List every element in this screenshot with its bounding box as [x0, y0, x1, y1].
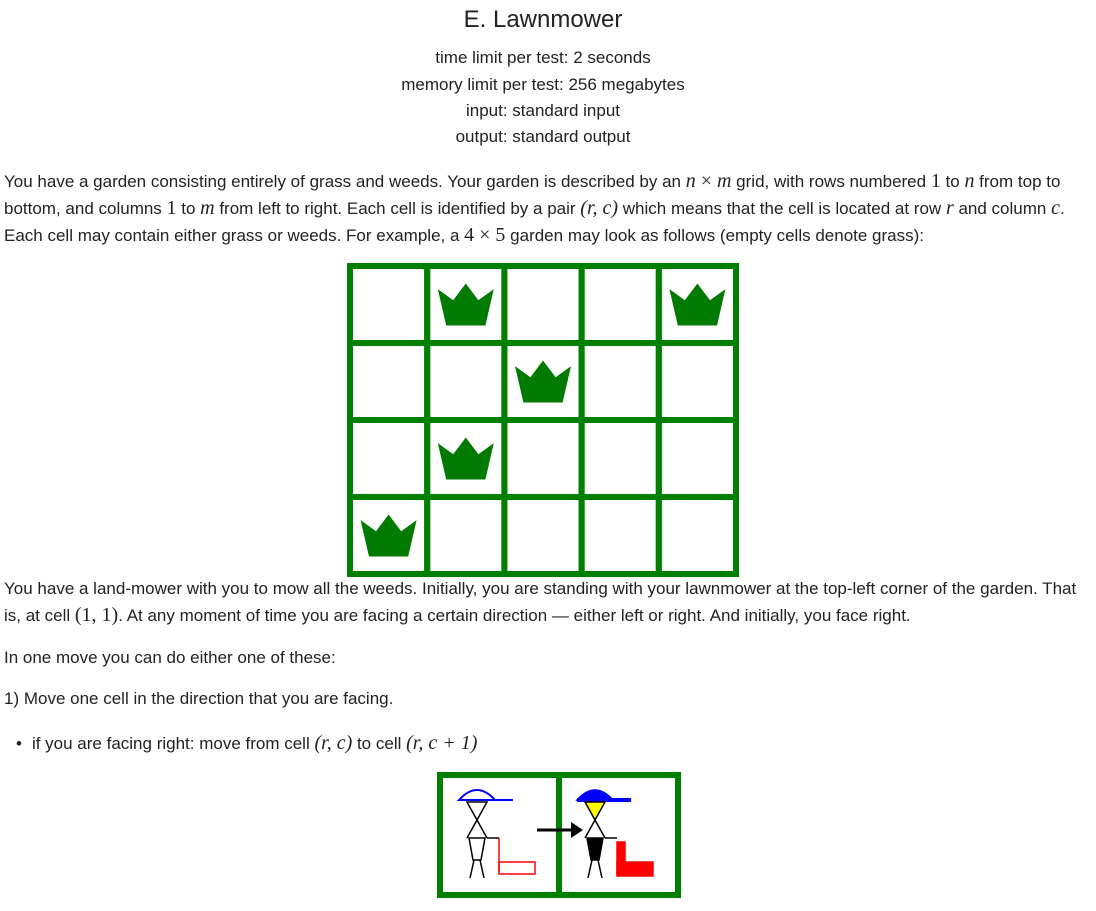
- math-m: m: [717, 170, 732, 192]
- problem-title: E. Lawnmower: [463, 6, 623, 33]
- move-illustration: [437, 772, 681, 898]
- math-pair: (r, c): [580, 197, 619, 219]
- text: to: [176, 199, 201, 218]
- text: which means that the cell is located at row: [618, 199, 946, 218]
- math-times: ×: [695, 170, 717, 192]
- text: garden may look as follows (empty cells denote grass):: [505, 226, 925, 245]
- moves-intro: In one move you can do either one of these:: [4, 648, 336, 667]
- text: . Each cell may contain either grass or weeds. For example, a: [4, 199, 1065, 245]
- bullet-dot: •: [16, 734, 22, 753]
- text: from left to right. Each cell is identified by a pair: [214, 199, 581, 218]
- math-start: (1, 1): [74, 604, 119, 626]
- move-1: 1) Move one cell in the direction that you are facing.: [4, 689, 394, 708]
- text: . At any moment of time you are facing a certain direction — either left or right. And initially, you face right.: [118, 606, 911, 625]
- text: and column: [953, 199, 1052, 218]
- math-dims: 4 × 5: [464, 224, 506, 246]
- math-m: m: [200, 197, 215, 219]
- text: from top to bottom, and columns: [4, 172, 1061, 218]
- time-limit: time limit per test: 2 seconds: [435, 48, 651, 67]
- intro-paragraph: [4, 168, 1086, 249]
- input-spec: input: standard input: [465, 101, 621, 120]
- text: You have a land-mower with you to mow all the weeds. Initially, you are standing with your lawnmower at the top-left corner of the garden. That is, at cell: [4, 579, 1077, 625]
- output-spec: output: standard output: [455, 127, 631, 146]
- text: grid, with rows numbered: [731, 172, 931, 191]
- text: You have a garden consisting entirely of grass and weeds. Your garden is described by an: [4, 172, 686, 191]
- garden-grid: [347, 263, 739, 577]
- mower-paragraph: [4, 576, 1086, 629]
- text: if you are facing right: move from cell: [31, 734, 315, 753]
- text: to cell: [352, 734, 407, 753]
- math-to: (r, c + 1): [406, 732, 478, 754]
- math-n: n: [685, 170, 696, 192]
- text: to: [940, 172, 965, 191]
- math-n: n: [964, 170, 975, 192]
- math-r: r: [945, 197, 954, 219]
- math-one: 1: [166, 197, 177, 219]
- math-one: 1: [930, 170, 941, 192]
- math-c: c: [1051, 197, 1060, 219]
- bullet-move-right: [16, 730, 1096, 757]
- math-from: (r, c): [314, 732, 353, 754]
- memory-limit: memory limit per test: 256 megabytes: [401, 75, 685, 94]
